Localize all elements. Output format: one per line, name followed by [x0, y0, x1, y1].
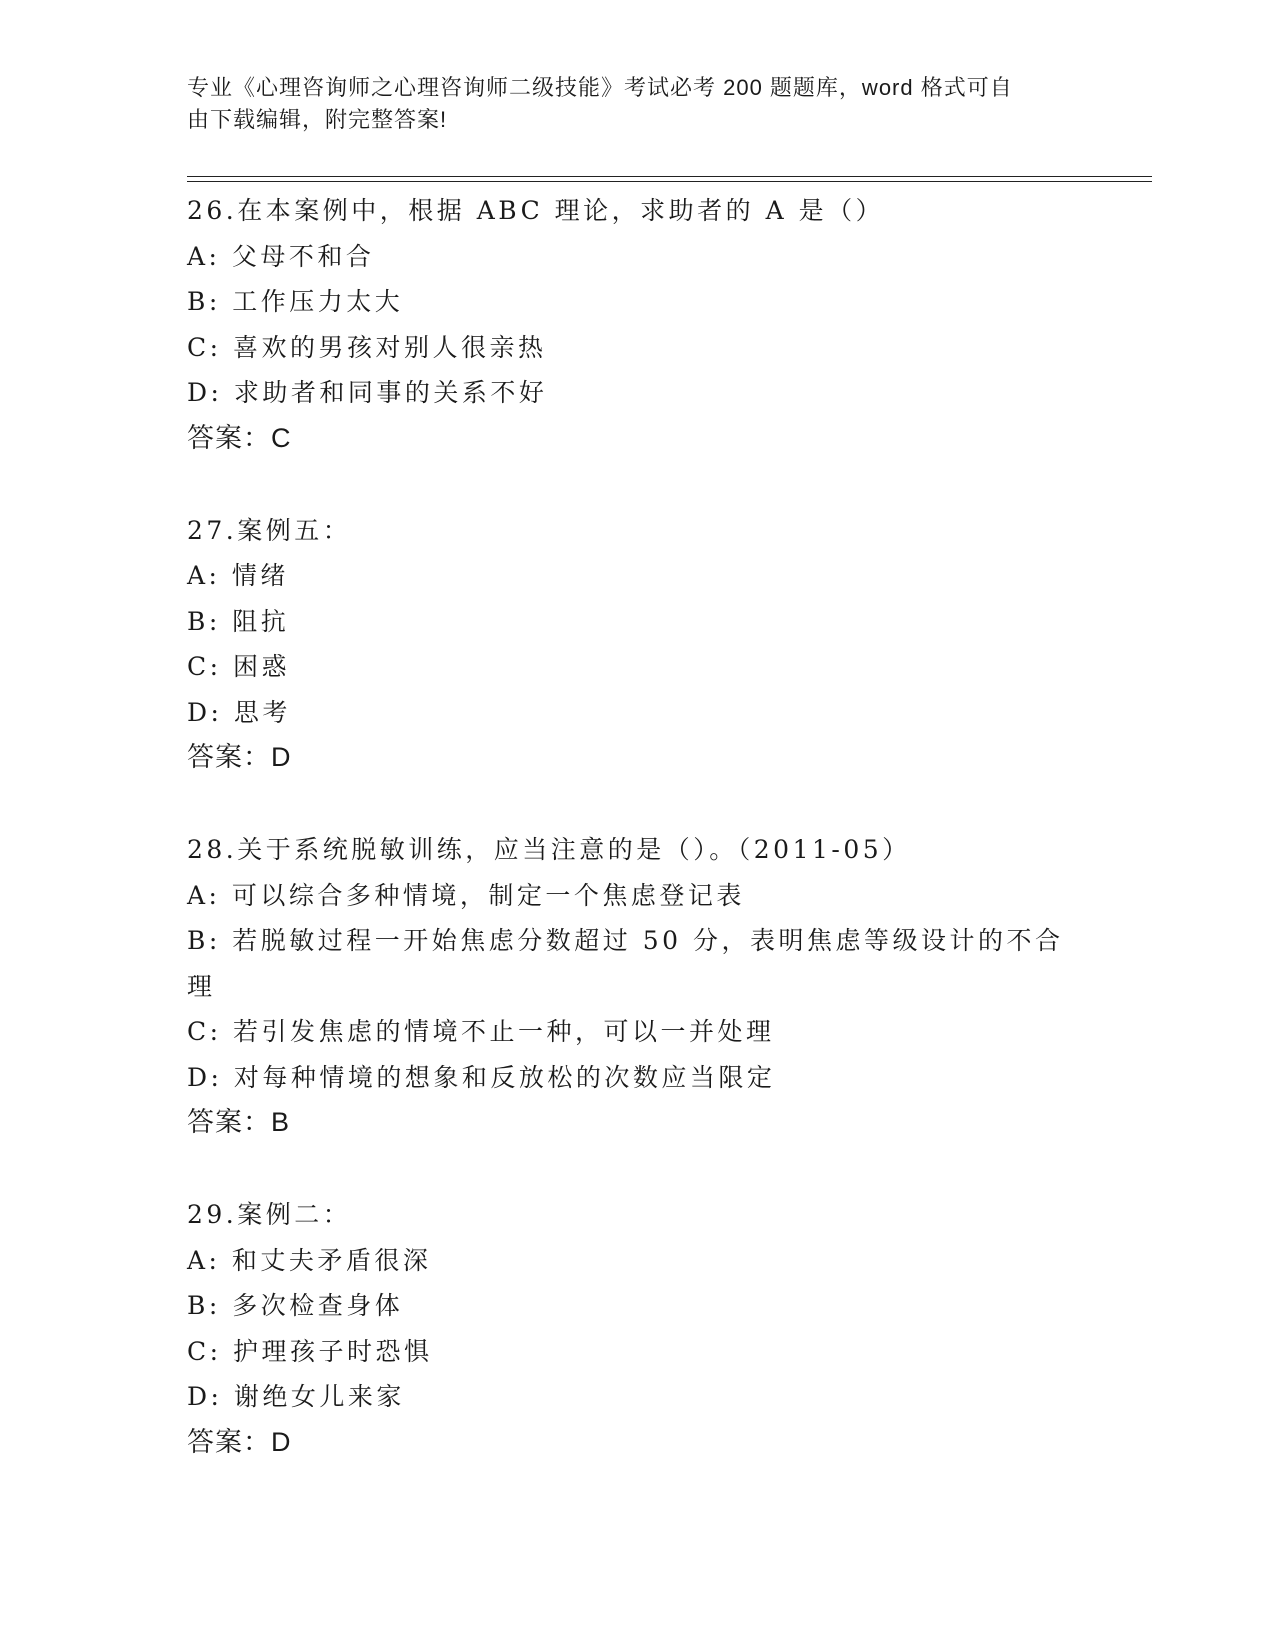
header-intro-line-2: 由下载编辑，附完整答案! — [187, 107, 448, 132]
answer-label: 答案：D — [187, 742, 292, 772]
answer-label: 答案：D — [187, 1426, 292, 1457]
option-c: C: 若引发焦虑的情境不止一种，可以一并处理 — [187, 1017, 775, 1046]
question-stem: 27.案例五： — [187, 515, 352, 545]
answer-label: 答案：B — [187, 1107, 291, 1137]
option-b: B: 阻抗 — [187, 606, 290, 636]
document-header — [187, 72, 1067, 136]
question-stem: 29.案例二： — [187, 1200, 352, 1229]
question-stem: 26.在本案例中，根据 ABC 理论，求助者的 A 是（） — [187, 196, 885, 225]
option-c: C: 护理孩子时恐惧 — [187, 1336, 433, 1366]
header-divider-top — [187, 176, 1152, 177]
option-d: D: 求助者和同事的关系不好 — [187, 378, 548, 407]
header-intro-line-1: 专业《心理咨询师之心理咨询师二级技能》考试必考 200 题题库，word 格式可自 — [187, 75, 1013, 100]
question-29 — [187, 1192, 1067, 1465]
option-a: A: 和丈夫矛盾很深 — [187, 1245, 432, 1275]
header-divider-bottom — [187, 181, 1152, 182]
option-a: A: 情绪 — [187, 561, 289, 590]
question-list — [187, 188, 1067, 1512]
option-c: C: 困惑 — [187, 652, 290, 681]
option-a: A: 父母不和合 — [187, 241, 375, 271]
option-b: B: 多次检查身体 — [187, 1291, 404, 1320]
question-28 — [187, 827, 1067, 1145]
option-b: B: 若脱敏过程一开始焦虑分数超过 50 分，表明焦虑等级设计的不合理 — [187, 926, 1064, 1001]
question-27 — [187, 508, 1067, 781]
option-d: D: 思考 — [187, 697, 291, 727]
question-26 — [187, 188, 1067, 461]
option-d: D: 谢绝女儿来家 — [187, 1382, 405, 1411]
option-c: C: 喜欢的男孩对别人很亲热 — [187, 332, 547, 362]
option-b: B: 工作压力太大 — [187, 287, 404, 316]
option-d: D: 对每种情境的想象和反放松的次数应当限定 — [187, 1062, 776, 1092]
option-a: A: 可以综合多种情境，制定一个焦虑登记表 — [187, 880, 745, 910]
question-stem: 28.关于系统脱敏训练，应当注意的是（）。（2011-05） — [187, 835, 911, 864]
answer-label: 答案：C — [187, 422, 292, 453]
